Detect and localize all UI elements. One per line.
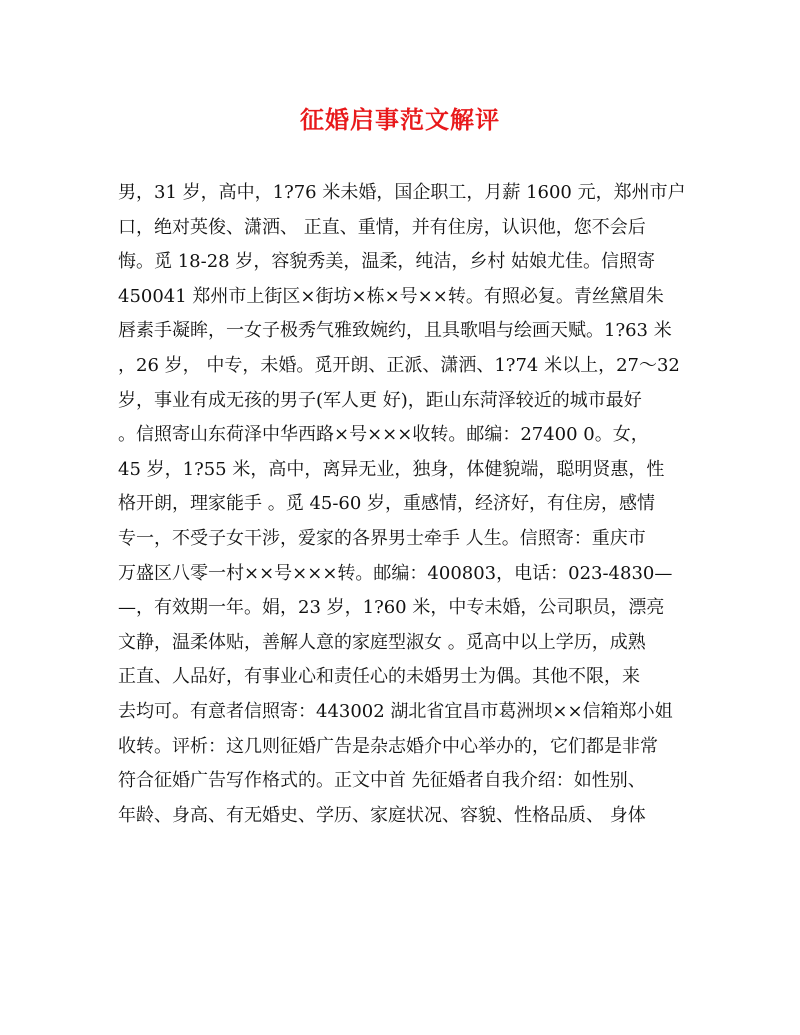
document-title: 征婚启事范文解评	[300, 105, 500, 134]
body-line: 。信照寄山东荷泽中华西路×号×××收转。邮编：27400 0。女，	[118, 424, 649, 446]
body-line: 口，绝对英俊、潇洒、 正直、重情，并有住房，认识他，您不会后	[118, 216, 646, 238]
body-line: 男，31 岁，高中，1?76 米未婚，国企职工，月薪 1600 元，郑州市户	[118, 182, 686, 203]
body-line: 专一，不受子女干涉，爱家的各界男士牵手 人生。信照寄：重庆市	[118, 527, 646, 549]
body-line: 去均可。有意者信照寄：443002 湖北省宜昌市葛洲坝××信箱郑小姐	[118, 700, 673, 722]
body-line: 正直、人品好，有事业心和责任心的未婚男士为偶。其他不限，来	[118, 666, 640, 688]
body-line: 万盛区八零一村××号×××转。邮编：400803，电话：023-4830—	[118, 562, 673, 584]
body-line: 收转。评析：这几则征婚广告是杂志婚介中心举办的，它们都是非常	[118, 735, 658, 757]
body-line: 符合征婚广告写作格式的。正文中首 先征婚者自我介绍：如性别、	[118, 770, 646, 792]
body-line: —，有效期一年。娟，23 岁，1?60 米，中专未婚，公司职员，漂亮	[118, 597, 665, 619]
body-line: 45 岁，1?55 米，高中，离异无业，独身，体健貌端，聪明贤惠，性	[118, 458, 665, 480]
body-line: 悔。觅 18-28 岁，容貌秀美，温柔，纯洁，乡村 姑娘尤佳。信照寄	[118, 251, 656, 273]
body-line: ，26 岁， 中专，未婚。觅开朗、正派、潇洒、1?74 米以上，27～32	[118, 354, 680, 376]
document-body	[118, 176, 688, 833]
body-line: 年龄、身高、有无婚史、学历、家庭状况、容貌、性格品质、 身体	[118, 804, 646, 826]
body-line: 450041 郑州市上街区×街坊×栋×号××转。有照必复。青丝黛眉朱	[118, 285, 664, 307]
body-line: 文静，温柔体贴，善解人意的家庭型淑女 。觅高中以上学历，成熟	[118, 631, 646, 653]
body-line: 格开朗，理家能手 。觅 45-60 岁，重感情，经济好，有住房，感情	[118, 493, 656, 515]
body-line: 岁，事业有成无孩的男子(军人更 好)，距山东菏泽较近的城市最好	[118, 389, 642, 411]
body-line: 唇素手凝眸，一女子极秀气雅致婉约，且具歌唱与绘画天赋。1?63 米	[118, 320, 672, 342]
